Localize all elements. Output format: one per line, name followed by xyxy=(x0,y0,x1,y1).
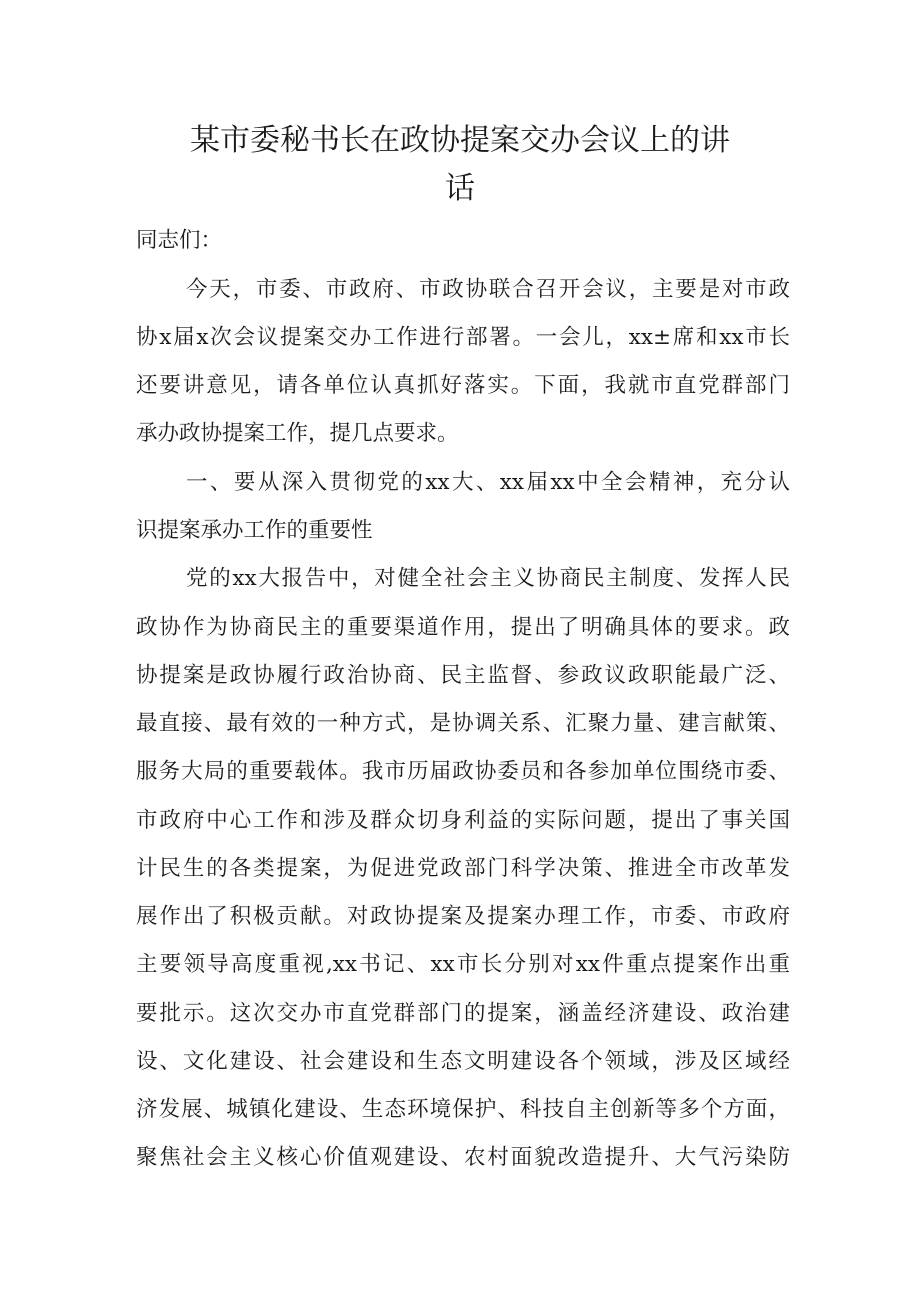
document-title-line-2: 话 xyxy=(445,171,475,206)
paragraph-line: 聚焦社会主义核心价值观建设、农村面貌改造提升、大气污染防 xyxy=(136,1145,790,1170)
paragraph-line: 党的xx大报告中，对健全社会主义协商民主制度、发挥人民 xyxy=(186,566,790,591)
paragraph-line: 今天，市委、市政府、市政协联合召开会议，主要是对市政 xyxy=(186,277,790,302)
section-heading-line: 识提案承办工作的重要性 xyxy=(136,518,373,543)
paragraph-line: 设、文化建设、社会建设和生态文明建设各个领域，涉及区域经 xyxy=(136,1049,790,1074)
paragraph-line: 还要讲意见，请各单位认真抓好落实。下面，我就市直党群部门 xyxy=(136,373,790,398)
document-title-line-1: 某市委秘书长在政协提案交办会议上的讲 xyxy=(190,123,730,158)
section-heading-line: 一、要从深入贯彻党的xx大、xx届xx中全会精神，充分认 xyxy=(186,470,790,495)
paragraph-line: 济发展、城镇化建设、生态环境保护、科技自主创新等多个方面， xyxy=(136,1097,790,1122)
paragraph-line: 承办政协提案工作，提几点要求。 xyxy=(136,421,459,446)
paragraph-line: 服务大局的重要载体。我市历届政协委员和各参加单位围绕市委、 xyxy=(136,759,790,784)
paragraph-line: 计民生的各类提案，为促进党政部门科学决策、推进全市改革发 xyxy=(136,856,790,881)
paragraph-line: 要批示。这次交办市直党群部门的提案，涵盖经济建设、政治建 xyxy=(136,1001,790,1026)
paragraph-line: 协x届x次会议提案交办工作进行部署。一会儿，xx±席和xx市长 xyxy=(136,325,790,350)
paragraph-line: 协提案是政协履行政治协商、民主监督、参政议政职能最广泛、 xyxy=(136,663,790,688)
paragraph-line: 市政府中心工作和涉及群众切身利益的实际问题，提出了事关国 xyxy=(136,808,790,833)
paragraph-line: 主要领导高度重视,xx书记、xx市长分别对xx件重点提案作出重 xyxy=(136,952,790,977)
paragraph-line: 政协作为协商民主的重要渠道作用，提出了明确具体的要求。政 xyxy=(136,615,790,640)
salutation: 同志们： xyxy=(136,228,223,253)
paragraph-line: 展作出了积极贡献。对政协提案及提案办理工作，市委、市政府 xyxy=(136,904,790,929)
paragraph-line: 最直接、最有效的一种方式，是协调关系、汇聚力量、建言献策、 xyxy=(136,711,790,736)
